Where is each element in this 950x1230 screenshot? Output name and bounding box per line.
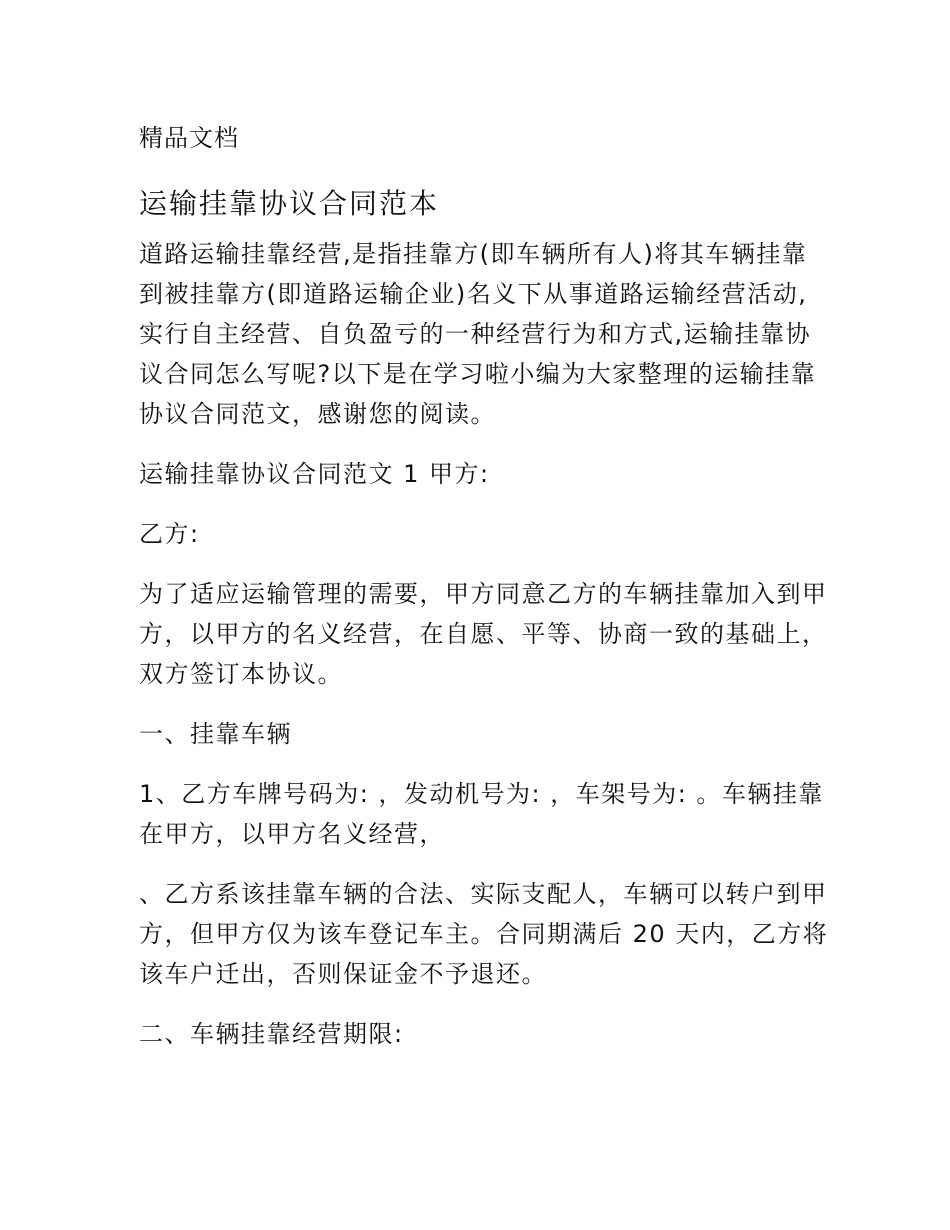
- party-b-line: 乙方:: [139, 520, 200, 548]
- clause-2-paragraph: 、乙方系该挂靠车辆的合法、实际支配人，车辆可以转户到甲方，但甲方仅为该车登记车主。合同期满后 20 天内，乙方将该车户迁出，否则保证金不予退还。: [139, 880, 829, 988]
- intro-paragraph: 道路运输挂靠经营,是指挂靠方(即车辆所有人)将其车辆挂靠到被挂靠方(即道路运输企业)名义下从事道路运输经营活动,实行自主经营、自负盈亏的一种经营行为和方式,运输挂靠协议合同怎么写呢?以下是在学习啦小编为大家整理的运输挂靠协议合同范文，感谢您的阅读。: [139, 240, 817, 428]
- document-title: 运输挂靠协议合同范本: [139, 187, 440, 220]
- header-label: 精品文档: [139, 124, 239, 152]
- section-heading-vehicle: 一、挂靠车辆: [139, 720, 292, 748]
- sample-heading-party-a: 运输挂靠协议合同范文 1 甲方:: [139, 460, 490, 488]
- clause-1-paragraph: 1、乙方车牌号码为: ，发动机号为: ，车架号为: 。车辆挂靠在甲方，以甲方名义经营，: [139, 780, 824, 848]
- preamble-paragraph: 为了适应运输管理的需要，甲方同意乙方的车辆挂靠加入到甲方，以甲方的名义经营，在自愿、平等、协商一致的基础上，双方签订本协议。: [139, 580, 828, 688]
- section-heading-term: 二、车辆挂靠经营期限:: [139, 1020, 404, 1048]
- document-body: [139, 118, 829, 1074]
